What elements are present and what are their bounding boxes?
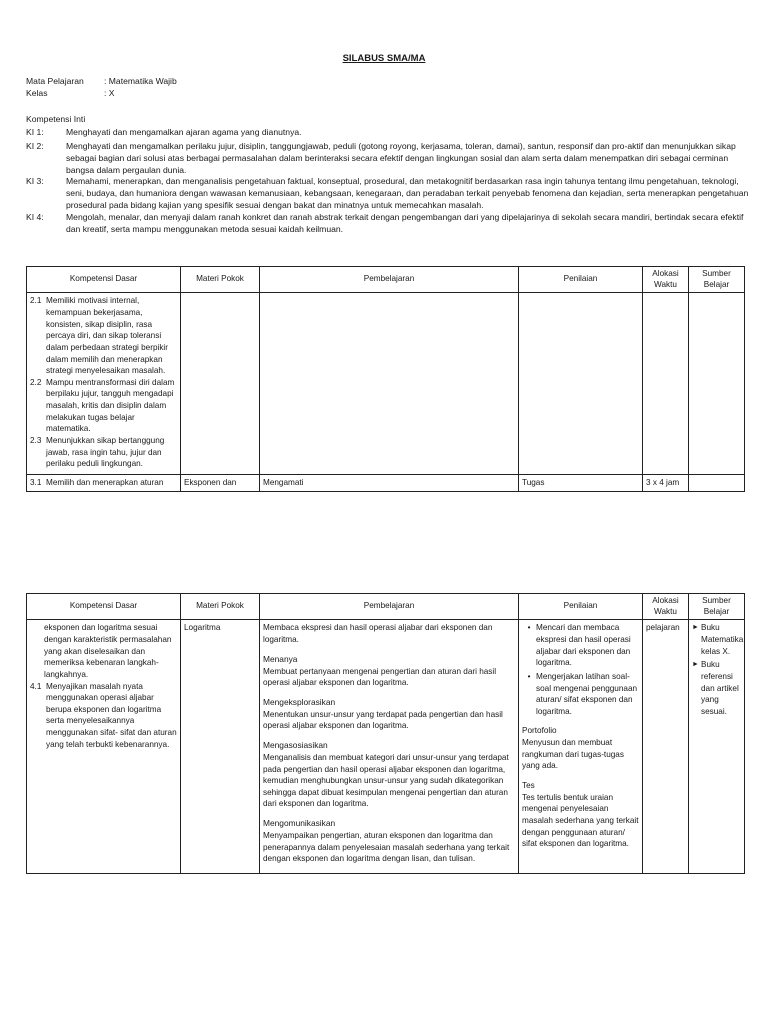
bullet-icon: • — [527, 623, 531, 633]
activity-block — [263, 697, 515, 732]
header-penilaian: Penilaian — [519, 267, 643, 293]
kd-text: Mampu mentransformasi diri dalam berpilaku jujur, tangguh mengadapi masalah, kritis dan disiplin dalam melakukan tugas belajar matematika. — [46, 377, 175, 434]
header-alokasi-waktu: Alokasi Waktu — [643, 267, 689, 293]
header-penilaian: Penilaian — [519, 594, 643, 620]
triangle-bullet-icon: ► — [692, 624, 699, 632]
penilaian-section — [522, 780, 639, 850]
pembelajaran-cell: Mengamati — [260, 475, 519, 492]
syllabus-table-2 — [26, 593, 745, 874]
header-pembelajaran: Pembelajaran — [260, 594, 519, 620]
penilaian-bullet — [522, 671, 639, 718]
activity-block — [263, 818, 515, 865]
kd-number: 4.1 — [30, 681, 42, 691]
activity-title: Mengomunikasikan — [263, 818, 336, 829]
table-row — [27, 475, 745, 492]
alokasi-cell — [643, 293, 689, 475]
table-row — [27, 620, 745, 874]
header-kompetensi-dasar: Kompetensi Dasar — [27, 267, 181, 293]
kd-cell — [27, 620, 181, 874]
pembelajaran-intro: Membaca ekspresi dan hasil operasi aljabar dari eksponen dan logaritma. — [263, 623, 493, 644]
kd-text: Menyajikan masalah nyata menggunakan operasi aljabar berupa eksponen dan logaritma serta menyelesaikannya menggunakan sifat- sifat dan aturan yang telah terbukti kebenarannya. — [46, 681, 177, 749]
meta-row-subject — [26, 76, 746, 88]
activity-title: Menanya — [263, 653, 298, 664]
ki-label: KI 3: — [26, 176, 44, 187]
penilaian-section-title: Tes — [522, 781, 535, 790]
kd-number: 2.3 — [30, 436, 42, 445]
penilaian-cell: Tugas — [519, 475, 643, 492]
pembelajaran-cell — [260, 620, 519, 874]
activity-block — [263, 654, 515, 689]
table-header-row — [27, 267, 745, 293]
triangle-bullet-icon: ► — [692, 661, 699, 669]
ki-item — [26, 176, 751, 212]
alokasi-cell: pelajaran — [643, 620, 689, 874]
activity-text: Menganalisis dan membuat kategori dari unsur-unsur yang terdapat pada pengertian dan hasil operasi aljabar eksponen dan logaritma, kemudian menghubungkan unsur-unsur yang sudah dikategorikan sehingga dapat dibuat kesimpulan mengenai pengertian dan aturan dari eksponen dan logaritma. — [263, 752, 509, 809]
sumber-cell — [689, 620, 745, 874]
meta-label: Kelas — [26, 87, 48, 98]
ki-item — [26, 141, 751, 177]
penilaian-section — [522, 725, 639, 772]
penilaian-bullet — [522, 622, 639, 669]
header-kompetensi-dasar: Kompetensi Dasar — [27, 594, 181, 620]
kd-continuation: eksponen dan logaritma sesuai dengan karakteristik permasalahan yang akan diselesaikan dan memeriksa kebenaran langkah-langkahnya. — [44, 623, 172, 679]
meta-row-class — [26, 88, 746, 100]
kd-item — [30, 477, 177, 489]
ki-text: Menghayati dan mengamalkan ajaran agama yang dianutnya. — [66, 127, 302, 137]
sumber-item — [692, 659, 741, 717]
sumber-text: Buku Matematika kelas X. — [701, 623, 744, 656]
meta-value: : Matematika Wajib — [104, 76, 177, 86]
penilaian-section-text: Menyusun dan membuat rangkuman dari tugas-tugas yang ada. — [522, 738, 624, 771]
sumber-cell — [689, 293, 745, 475]
kd-cell — [27, 475, 181, 492]
ki-label: KI 2: — [26, 140, 44, 151]
kd-item — [30, 295, 177, 376]
meta-block — [26, 76, 746, 100]
materi-cell — [181, 293, 260, 475]
ki-text: Mengolah, menalar, dan menyaji dalam ranah konkret dan ranah abstrak terkait dengan pengembangan dari yang dipelajarinya di sekolah secara mandiri, bertindak secara efektif dan kreatif, serta mampu menggunakan metoda sesuai kaidah keilmuan. — [66, 212, 744, 234]
activity-text: Menyampaikan pengertian, aturan eksponen dan logaritma dan penerapannya dalam penyelesaian masalah sederhana yang terkait dengan eksponen dan logaritma dengan lisan, dan tulisan. — [263, 831, 510, 864]
header-sumber-belajar: Sumber Belajar — [689, 594, 745, 620]
header-sumber-belajar: Sumber Belajar — [689, 267, 745, 293]
meta-value: : X — [104, 87, 115, 98]
ki-text: Memahami, menerapkan, dan menganalisis pengetahuan faktual, konseptual, prosedural, dan metakognitif berdasarkan rasa ingin tahunya tentang ilmu pengetahuan, teknologi, seni, budaya, dan humaniora dengan wawasan kemanusiaan, kebangsaan, kenegaraan, dan peradaban terkait penyebab fenomena dan kejadian, serta menerapkan pengetahuan prosedural pada bidang kajian yang spesifik sesuai dengan bakat dan minatnya untuk memecahkan masalah. — [66, 176, 749, 211]
ki-heading: Kompetensi Inti — [26, 114, 86, 124]
materi-cell: Eksponen dan — [181, 475, 260, 492]
table-row — [27, 293, 745, 475]
bullet-icon: • — [527, 671, 531, 681]
header-materi-pokok: Materi Pokok — [181, 267, 260, 293]
kd-item — [30, 377, 177, 435]
kd-number: 2.2 — [30, 377, 42, 387]
ki-label: KI 1: — [26, 127, 44, 137]
pembelajaran-cell — [260, 293, 519, 475]
penilaian-cell — [519, 620, 643, 874]
activity-title: Mengeksplorasikan — [263, 696, 336, 707]
activity-text: Membuat pertanyaan mengenai pengertian dan aturan dari hasil operasi aljabar eksponen dan logaritma. — [263, 666, 497, 688]
sumber-item — [692, 622, 744, 657]
ki-label: KI 4: — [26, 212, 44, 223]
kd-item — [30, 435, 177, 470]
activity-block — [263, 740, 515, 810]
meta-label: Mata Pelajaran — [26, 76, 84, 86]
kd-number: 2.1 — [30, 296, 42, 306]
kd-cell — [27, 293, 181, 475]
kd-text: Menunjukkan sikap bertanggung jawab, rasa ingin tahu, jujur dan perilaku peduli lingkungan. — [46, 436, 165, 469]
activity-text: Menentukan unsur-unsur yang terdapat pada pengertian dan hasil operasi aljabar eksponen dan logaritma. — [263, 709, 503, 731]
alokasi-cell: 3 x 4 jam — [643, 475, 689, 492]
document-title: SILABUS SMA/MA — [342, 53, 426, 64]
penilaian-section-title: Portofolio — [522, 726, 557, 736]
kd-number: 3.1 — [30, 478, 42, 488]
syllabus-table-1 — [26, 266, 745, 492]
penilaian-cell — [519, 293, 643, 475]
header-alokasi-waktu: Alokasi Waktu — [643, 594, 689, 620]
ki-item — [26, 212, 751, 236]
penilaian-section-text: Tes tertulis bentuk uraian mengenai penyelesaian masalah sederhana yang terkait dengan penggunaan aturan/ sifat eksponen dan logaritma. — [522, 792, 639, 849]
header-materi-pokok: Materi Pokok — [181, 594, 260, 620]
header-pembelajaran: Pembelajaran — [260, 267, 519, 293]
kd-text: Memilih dan menerapkan aturan — [46, 478, 164, 488]
ki-item — [26, 127, 751, 139]
ki-text: Menghayati dan mengamalkan perilaku jujur, disiplin, tanggungjawab, peduli (gotong royong, kerjasama, toleran, damai), santun, responsif dan pro-aktif dan menunjukkan sikap sebagai bagian dari solusi atas berbagai permasalahan dalam berinteraksi secara efektif dengan lingkungan sosial dan alam serta dalam menempatkan diri sebagai cerminan bangsa dalam pergaulan dunia. — [66, 140, 736, 175]
kd-text: Memiliki motivasi internal, kemampuan bekerjasama, konsisten, sikap disiplin, rasa percaya diri, dan sikap toleransi dalam perbedaan strategi berpikir dalam memilih dan menerapkan strategi menyelesaikan masalah. — [46, 296, 168, 376]
ki-list — [26, 127, 751, 236]
sumber-cell — [689, 475, 745, 492]
table-header-row — [27, 594, 745, 620]
kd-item — [30, 681, 177, 751]
activity-title: Mengasosiasikan — [263, 740, 328, 750]
bullet-text: Mencari dan membaca ekspresi dan hasil operasi aljabar dari eksponen dan logaritma. — [536, 623, 631, 668]
sumber-text: Buku referensi dan artikel yang sesuai. — [701, 660, 739, 716]
materi-cell: Logaritma — [181, 620, 260, 874]
bullet-text: Mengerjakan latihan soal-soal mengenai penggunaan aturan/ sifat eksponen dan logaritma. — [536, 671, 638, 716]
